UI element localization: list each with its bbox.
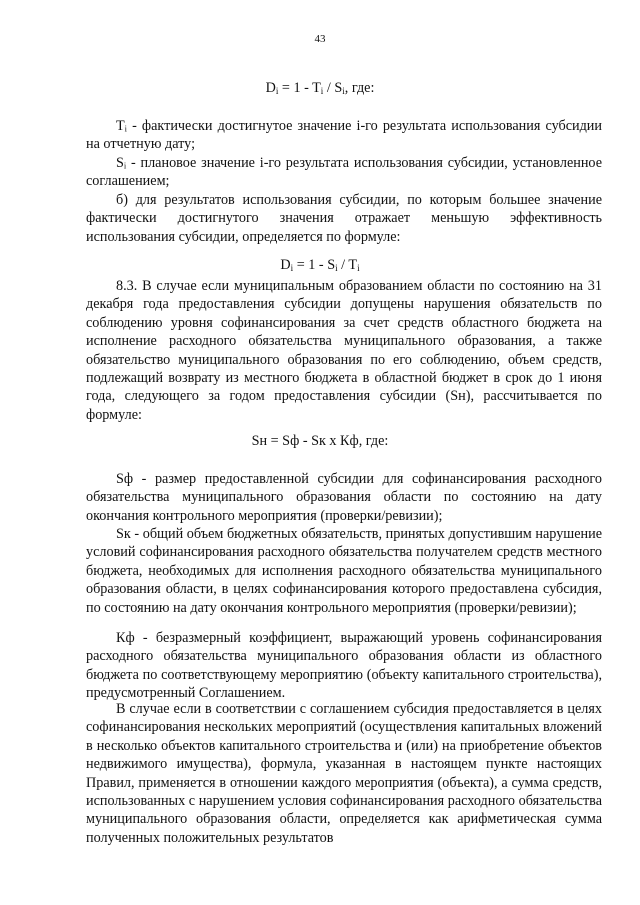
paragraph-text: б) для результатов использования субсидии, по которым большее значение фактически достигнутого значения отражает меньшую эффективность использования субсидии, определяется по формуле: xyxy=(86,192,602,245)
formula-subscript: i xyxy=(357,263,360,273)
paragraph-text: Sф - размер предоставленной субсидии для софинансирования расходного обязательства муниципального образования области по состоянию на дату окончания контрольного мероприятия (проверки/ревизии); xyxy=(86,471,602,524)
formula-part: = 1 - S xyxy=(293,257,336,273)
paragraph-text: Sᵢ - плановое значение i-го результата использования субсидии, установленное соглашением; xyxy=(86,155,602,190)
formula-subscript: i xyxy=(342,86,345,96)
paragraph-8-3 xyxy=(86,277,602,424)
formula-part: / S xyxy=(323,80,343,96)
formula-subscript: i xyxy=(290,263,294,273)
paragraph-ti-definition xyxy=(86,117,602,154)
formula-d-i-second xyxy=(0,257,640,274)
paragraph-multiple-measures xyxy=(86,700,602,847)
paragraph-si-definition xyxy=(86,154,602,191)
paragraph-sf-definition xyxy=(86,470,602,525)
formula-part: / T xyxy=(337,257,358,273)
paragraph-text: Кф - безразмерный коэффициент, выражающий уровень софинансирования расходного обязательства муниципального образования области из областного бюджета по соответствующему мероприятию (объекту капитального строительства), предусмотренный Соглашением. xyxy=(86,630,602,702)
formula-part: = 1 - T xyxy=(278,80,321,96)
formula-part: , где: xyxy=(344,80,375,96)
paragraph-text: Tᵢ - фактически достигнутое значение i-го результата использования субсидии на отчетную дату; xyxy=(86,118,602,153)
formula-part: D xyxy=(265,80,276,96)
paragraph-text: В случае если в соответствии с соглашением субсидия предоставляется в целях софинансирования нескольких мероприятий (осуществления капитальных вложений в несколько объектов капитального строительства и (или) на приобретение объектов недвижимого имущества), формула, указанная в настоящем пункте настоящих Правил, применяется в отношении каждого мероприятия (объекта), а сумма средств, использованных с нарушением условия софинансирования расходного обязательства муниципального образования области, определяется как арифметическая сумма полученных положительных результатов xyxy=(86,701,602,846)
page-number: 43 xyxy=(314,33,326,45)
formula-sn: Sн = Sф - Sк х Кф, где: xyxy=(251,433,389,449)
formula-subscript: i xyxy=(320,86,324,96)
paragraph-b xyxy=(86,191,602,246)
paragraph-text: 8.3. В случае если муниципальным образованием области по состоянию на 31 декабря года предоставления субсидии допущены нарушения обязательств по соблюдению уровня софинансирования за счет средств областного бюджета на исполнение расходного обязательства муниципального образования, а также обязательство муниципального образования по его соблюдению, объем средств, подлежащий возврату из местного бюджета в областной бюджет в срок до 1 июня года, следующего за годом предоставления субсидии (Sн), рассчитывается по формуле: xyxy=(86,278,602,423)
paragraph-sk-definition xyxy=(86,525,602,617)
formula-part: D xyxy=(280,257,291,273)
paragraph-kf-definition xyxy=(86,629,602,703)
paragraph-text: Sк - общий объем бюджетных обязательств, принятых допустившим нарушение условий софинансирования расходного обязательства получателем средств местного бюджета, необходимых для исполнения расходного обязательства муниципального образования области, в целях софинансирования которого предоставлена субсидия, по состоянию на дату окончания контрольного мероприятия (проверки/ревизии); xyxy=(86,526,602,616)
formula-d-i-first xyxy=(0,80,640,97)
formula-subscript: i xyxy=(275,86,279,96)
formula-subscript: i xyxy=(335,263,338,273)
